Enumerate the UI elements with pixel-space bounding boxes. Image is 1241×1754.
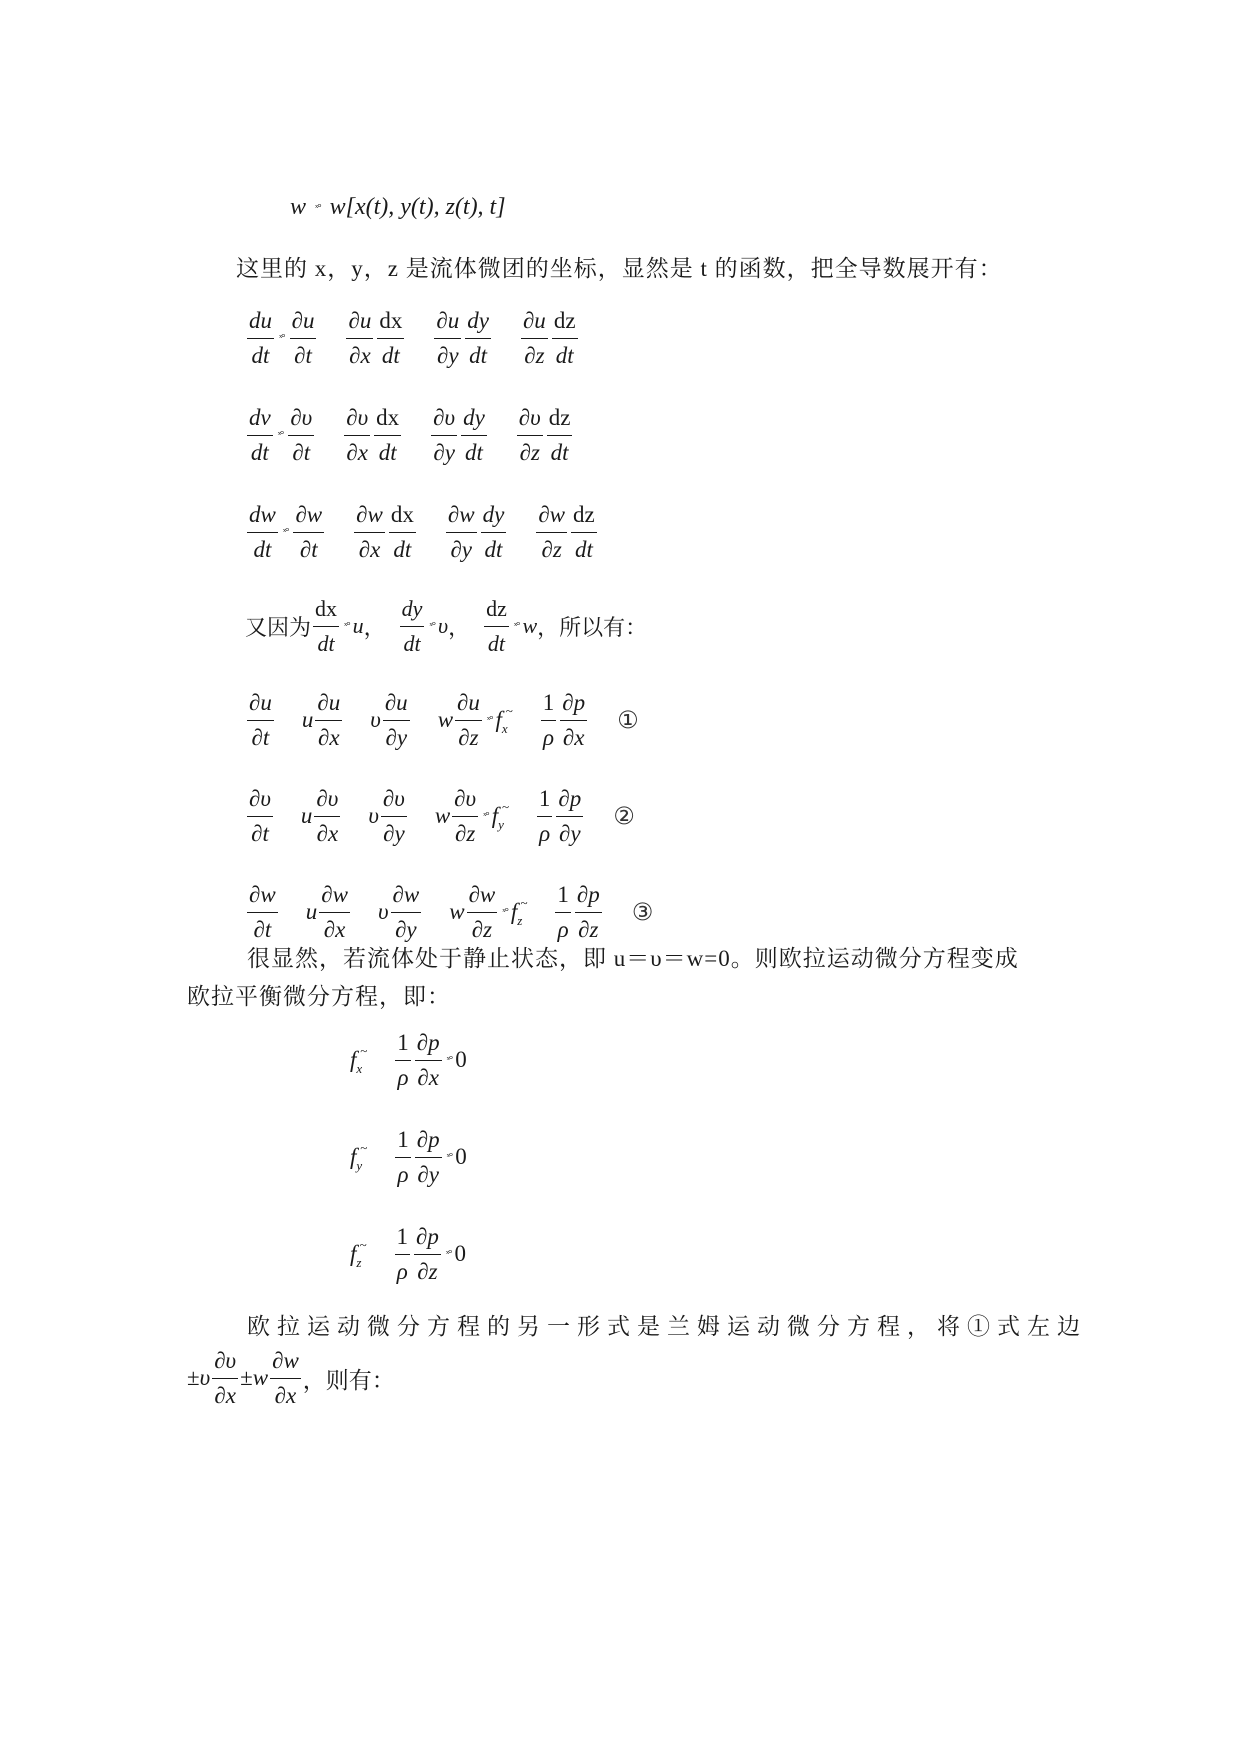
equation-label-3: ③	[631, 898, 654, 926]
fraction-partial-v-x: $\frac{\partial\upsilon}{\partial x}$	[214, 1347, 237, 1408]
fraction-partial-v-t: $\frac{\partial\upsilon}{\partial t}$	[290, 404, 313, 465]
since-prefix: 又因为	[245, 614, 312, 640]
fraction-partial-u-z: $\frac{\partial u}{\partial z}$	[522, 307, 546, 368]
fraction-partial-v-z: $\frac{\partial\upsilon}{\partial z}$	[454, 785, 477, 846]
fraction-partial-p-x: $\frac{\partial p}{\partial x}$	[416, 1029, 440, 1090]
paragraph-static-state-line2: 欧拉平衡微分方程，即：	[187, 984, 451, 1009]
fraction-one-over-rho: $\frac{1}{\rho}$	[538, 785, 551, 846]
ocr-artifact: ˣ°	[277, 429, 284, 441]
velocity-relations: 又因为 $\frac{dx}{dt}$ ˣ° u ， $\frac{dy}{dt}$ ˣ° υ ， $\frac{dz}{dt}$ ˣ° w ，所以有：	[245, 588, 647, 664]
fraction-dx-dt: $\frac{dx}{dt}$	[376, 404, 400, 465]
ocr-artifact: ˣ°	[344, 620, 350, 632]
plus-minus: ±	[187, 1365, 200, 1390]
fraction-one-over-rho: $\frac{1}{\rho}$	[397, 1029, 409, 1090]
euler-equation-2: $\frac{\partial\upsilon}{\partial t}$ u $\frac{\partial\upsilon}{\partial x}$ υ $\frac{\partial\upsilon}{\partial y}$ w $\frac{\partial\upsilon}{\partial z}$ ˣ° $f_y^\sim$ $\frac{1}{\rho}$ $\frac{\partial p}{\partial y}$ ②	[245, 778, 635, 854]
body-force-fz: $f_z^\sim$	[510, 895, 528, 928]
fraction-partial-v-z: $\frac{\partial\upsilon}{\partial z}$	[518, 404, 541, 465]
ocr-artifact: ˣ°	[282, 526, 289, 538]
fraction-one-over-rho: $\frac{1}{\rho}$	[557, 881, 569, 942]
fraction-partial-v-t: $\frac{\partial\upsilon}{\partial t}$	[249, 785, 271, 846]
fraction-dy-dt: $\frac{dy}{dt}$	[463, 404, 485, 465]
equilibrium-equation-z	[350, 1216, 466, 1292]
fraction-one-over-rho: $\frac{1}{\rho}$	[396, 1223, 408, 1284]
w-function-rhs: w[x(t), y(t), z(t), t]	[329, 194, 506, 220]
fraction-dz-dt: $\frac{dz}{dt}$	[553, 307, 576, 368]
fraction-partial-u-y: $\frac{\partial u}{\partial y}$	[436, 307, 460, 368]
fraction-partial-w-z: $\frac{\partial w}{\partial z}$	[468, 881, 496, 942]
fraction-partial-p-y: $\frac{\partial p}{\partial y}$	[558, 785, 582, 846]
fraction-partial-u-z: $\frac{\partial u}{\partial z}$	[457, 689, 480, 750]
fraction-dy-dt: $\frac{dy}{dt}$	[401, 595, 423, 656]
equation-w-function	[290, 195, 506, 219]
ocr-artifact: ˣ°	[446, 1054, 453, 1066]
fraction-partial-u-y: $\frac{\partial u}{\partial y}$	[384, 689, 408, 750]
fraction-partial-v-x: $\frac{\partial\upsilon}{\partial x}$	[316, 785, 339, 846]
fraction-partial-u-x: $\frac{\partial u}{\partial x}$	[348, 307, 372, 368]
paragraph-coordinates: 这里的 x，y，z 是流体微团的坐标，显然是 t 的函数，把全导数展开有：	[236, 256, 1003, 281]
fraction-dy-dt: $\frac{dy}{dt}$	[467, 307, 489, 368]
symbol-w: w	[290, 194, 307, 220]
plus-minus: ±	[240, 1365, 253, 1390]
total-derivative-w	[245, 494, 599, 570]
body-force-fy: $f_y^\sim$	[491, 799, 509, 832]
fraction-partial-w-x: $\frac{\partial w}{\partial x}$	[356, 501, 383, 562]
ocr-artifact: ˣ°	[445, 1248, 452, 1260]
value-zero: 0	[454, 1241, 466, 1266]
lamb-suffix: ，则有：	[302, 1367, 395, 1393]
fraction-dx-dt: $\frac{dx}{dt}$	[379, 307, 403, 368]
lamb-added-terms: ± υ $\frac{\partial\upsilon}{\partial x}$ ± w $\frac{\partial w}{\partial x}$ ，则有：	[187, 1340, 395, 1416]
ocr-artifact: ˣ°	[483, 810, 489, 822]
fraction-partial-v-y: $\frac{\partial\upsilon}{\partial y}$	[382, 785, 405, 846]
equilibrium-equation-y	[350, 1119, 467, 1195]
ocr-artifact: ˣ°	[486, 714, 493, 726]
body-force-fx: $f_x^\sim$	[495, 703, 513, 736]
fraction-partial-p-x: $\frac{\partial p}{\partial x}$	[562, 689, 586, 750]
fraction-partial-p-z: $\frac{\partial p}{\partial z}$	[576, 881, 600, 942]
fraction-partial-p-y: $\frac{\partial p}{\partial y}$	[416, 1126, 440, 1187]
body-force-fy: $f_y^\sim$	[350, 1140, 368, 1173]
ocr-artifact: ˣ°	[279, 332, 285, 344]
paragraph-lamb-equation-line1: 欧拉运动微分方程的另一形式是兰姆运动微分方程，将①式左边	[247, 1314, 1087, 1339]
symbol-w: w	[522, 613, 538, 638]
fraction-du-dt: $\frac{du}{dt}$	[249, 307, 272, 368]
total-derivative-u	[245, 300, 580, 376]
fraction-partial-w-z: $\frac{\partial w}{\partial z}$	[538, 501, 566, 562]
fraction-dv-dt: $\frac{dv}{dt}$	[249, 404, 271, 465]
equilibrium-equation-x	[350, 1022, 467, 1098]
fraction-one-over-rho: $\frac{1}{\rho}$	[542, 689, 555, 750]
fraction-partial-u-x: $\frac{\partial u}{\partial x}$	[317, 689, 341, 750]
fraction-partial-w-y: $\frac{\partial w}{\partial y}$	[392, 881, 420, 942]
fraction-partial-u-t: $\frac{\partial u}{\partial t}$	[249, 689, 272, 750]
fraction-partial-w-t: $\frac{\partial w}{\partial t}$	[249, 881, 276, 942]
euler-equation-1: $\frac{\partial u}{\partial t}$ u $\frac{\partial u}{\partial x}$ υ $\frac{\partial u}{\partial y}$ w $\frac{\partial u}{\partial z}$ ˣ° $f_x^\sim$ $\frac{1}{\rho}$ $\frac{\partial p}{\partial x}$ ①	[245, 682, 639, 758]
equation-label-1: ①	[617, 706, 639, 734]
value-zero: 0	[455, 1047, 467, 1072]
paragraph-static-state-line1: 很显然，若流体处于静止状态，即 u＝υ＝w=0。则欧拉运动微分方程变成	[247, 946, 1019, 971]
fraction-dz-dt: $\frac{dz}{dt}$	[548, 404, 571, 465]
ocr-artifact: ˣ°	[446, 1151, 453, 1163]
body-force-fz: $f_z^\sim$	[350, 1237, 367, 1270]
symbol-u: u	[352, 613, 364, 638]
fraction-partial-w-x: $\frac{\partial w}{\partial x}$	[321, 881, 348, 942]
euler-equation-3: $\frac{\partial w}{\partial t}$ u $\frac{\partial w}{\partial x}$ υ $\frac{\partial w}{\partial y}$ w $\frac{\partial w}{\partial z}$ ˣ° $f_z^\sim$ $\frac{1}{\rho}$ $\frac{\partial p}{\partial z}$ ③	[245, 874, 653, 950]
fraction-dx-dt: $\frac{dx}{dt}$	[315, 595, 338, 656]
fraction-partial-p-z: $\frac{\partial p}{\partial z}$	[416, 1223, 439, 1284]
fraction-partial-v-y: $\frac{\partial\upsilon}{\partial y}$	[433, 404, 456, 465]
fraction-partial-w-y: $\frac{\partial w}{\partial y}$	[447, 501, 475, 562]
fraction-one-over-rho: $\frac{1}{\rho}$	[397, 1126, 409, 1187]
ocr-artifact: ˣ°	[429, 620, 435, 632]
ocr-artifact: ˣ°	[513, 620, 520, 632]
fraction-dz-dt: $\frac{dz}{dt}$	[486, 595, 507, 656]
value-zero: 0	[455, 1144, 467, 1169]
total-derivative-v	[245, 397, 574, 473]
fraction-partial-w-x: $\frac{\partial w}{\partial x}$	[272, 1347, 299, 1408]
since-suffix: ，所以有：	[537, 614, 648, 640]
fraction-partial-w-t: $\frac{\partial w}{\partial t}$	[295, 501, 323, 562]
equation-label-2: ②	[613, 802, 635, 830]
fraction-dy-dt: $\frac{dy}{dt}$	[482, 501, 505, 562]
ocr-artifact: ˣ°	[315, 201, 321, 214]
body-force-fx: $f_x^\sim$	[350, 1043, 368, 1076]
fraction-partial-u-t: $\frac{\partial u}{\partial t}$	[291, 307, 315, 368]
fraction-dx-dt: $\frac{dx}{dt}$	[390, 501, 414, 562]
fraction-dz-dt: $\frac{dz}{dt}$	[573, 501, 595, 562]
fraction-dw-dt: $\frac{dw}{dt}$	[249, 501, 276, 562]
fraction-partial-v-x: $\frac{\partial\upsilon}{\partial x}$	[346, 404, 369, 465]
symbol-v: υ	[437, 613, 449, 638]
ocr-artifact: ˣ°	[502, 906, 508, 918]
